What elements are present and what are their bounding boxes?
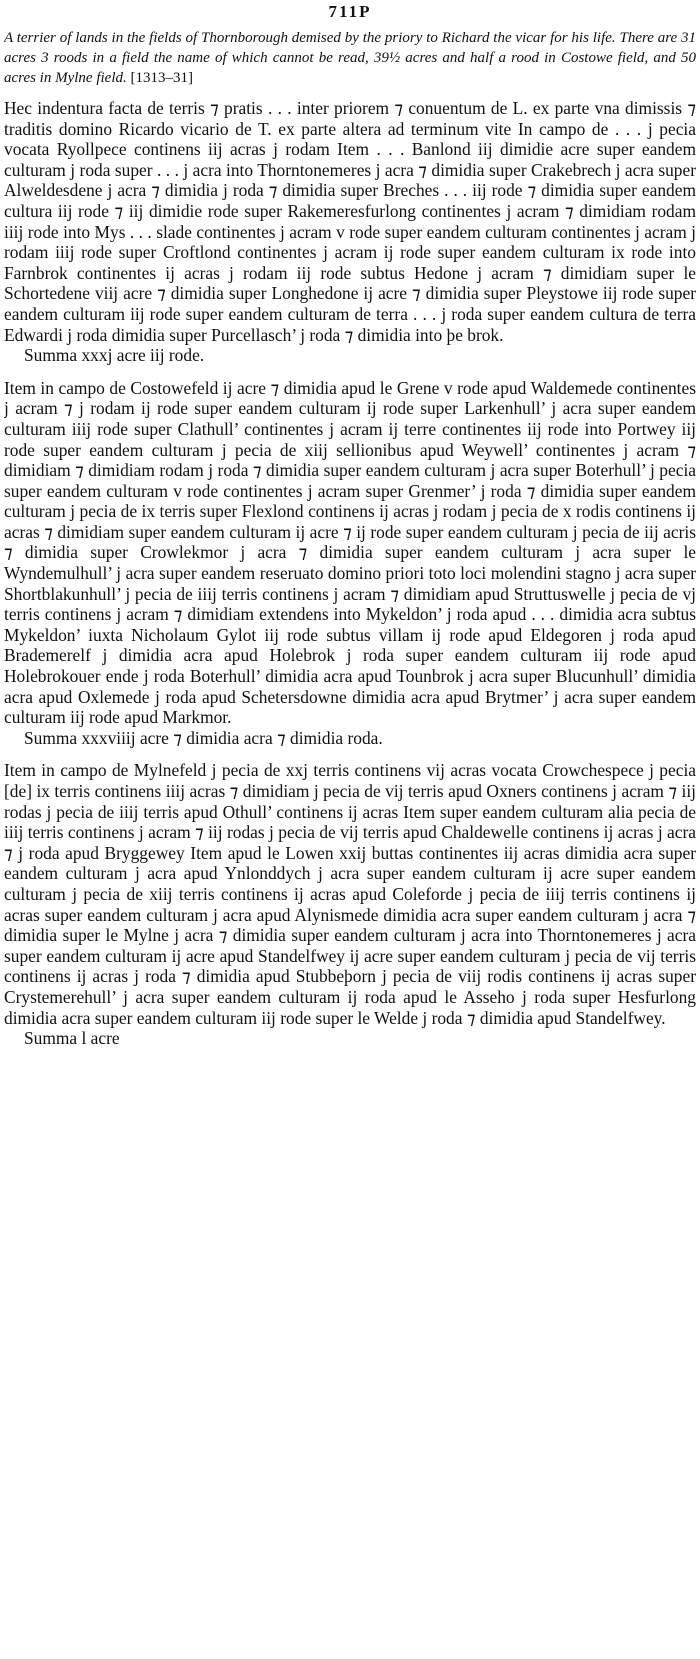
section-summa: Summa l acre [24, 1028, 120, 1049]
section-first-field [4, 98, 696, 366]
summary-date: [1313–31] [130, 70, 193, 86]
page-number: 711P [328, 2, 372, 21]
section-summa: Summa xxxviiij acre ⁊ dimidia acra ⁊ dimidia roda. [24, 727, 383, 748]
summary-text: A terrier of lands in the fields of Thornborough demised by the priory to Richard the vicar for his life. There are 31 acres 3 roods in a field the name of which cannot be read, 39½ acres and half a rood in Costowe field, and 50 acres in Mylne field. [4, 30, 696, 86]
document-page [4, 0, 696, 1659]
section-mylne-field [4, 760, 696, 1048]
section-summa: Summa xxxj acre iij rode. [24, 345, 205, 366]
section-text: Hec indentura facta de terris ⁊ pratis . . . inter priorem ⁊ conuentum de L. ex parte vna dimissis ⁊ traditis domino Ricardo vicario de T. ex parte altera ad terminum vite In campo de . . . j pecia vocata Ryollpece continens iij acras j rodam Item . . . Banlond iij dimidie acre super eandem culturam j roda super . . . j acra into Thorntonemeres j acra ⁊ dimidia super Crakebrech j acra super Alweldesdene j acra ⁊ dimidia j roda ⁊ dimidia super Breches . . . iij rode ⁊ dimidia super eandem cultura iij rode ⁊ iij dimidie rode super Rakemeresfurlong continentes j acram ⁊ dimidiam rodam iiij rode into Mys . . . slade continentes j acram v rode super eandem culturam continentes j acram j rodam iiij rode super Croftlond continentes j acram ij rode super eandem culturam ix rode into Farnbrok continentes ij acras j rodam iij rode subtus Hedone j acram ⁊ dimidiam super le Schortedene viij acre ⁊ dimidia super Longhedone ij acre ⁊ dimidia super Pleystowe iij rode super eandem culturam iij rode super eandem culturam de terra . . . j roda super eandem cultura de terra Edwardi j roda dimidia super Purcellasch’ j roda ⁊ dimidia into þe brok. [4, 98, 696, 345]
section-costowe-field [4, 378, 696, 749]
document-summary [4, 28, 696, 88]
section-text: Item in campo de Mylnefeld j pecia de xxj terris continens vij acras vocata Crowchespece j pecia [de] ix terris continens iiij acras ⁊ dimidiam j pecia de vij terris apud Oxners continens j acram ⁊ iij rodas j pecia de iiij terris apud Othull’ continens ij acras Item super eandem culturam alia pecia de iiij terris continens j acram ⁊ iij rodas j pecia de vij terris apud Chaldewelle continens ij acras j acra ⁊ j roda apud Bryggewey Item apud le Lowen xxij buttas continentes iij acras dimidia acra super eandem culturam j acra apud Ynlonddych j acra super eandem culturam ij acre super eandem culturam j pecia de xiij terris continens ij acras apud Coleforde j pecia de iiij terris continens ij acras super eandem culturam j acra apud Alynismede dimidia acra super eandem culturam j acra ⁊ dimidia super le Mylne j acra ⁊ dimidia super eandem culturam j acra into Thorntonemeres j acra super eandem culturam ij acre apud Standelfwey ij acre super eandem culturam j pecia de vij terris continens ij acras j roda ⁊ dimidia apud Stubbeþorn j pecia de viij rodis continens ij acras super Crystemerehull’ j acra super eandem culturam ij roda apud le Asseho j roda super Hesfurlong dimidia acra super eandem culturam iij rode super le Welde j roda ⁊ dimidia apud Standelfwey. [4, 760, 696, 1028]
section-text: Item in campo de Costowefeld ij acre ⁊ dimidia apud le Grene v rode apud Waldemede continentes j acram ⁊ j rodam ij rode super eandem culturam ij rode super Larkenhull’ j acra super eandem culturam iiij rode super Clathull’ continentes j acram ij terre continentes iij rode into Portwey iij rode super eandem culturam j pecia de xiij sellionibus apud Weywell’ continentes j acram ⁊ dimidiam ⁊ dimidiam rodam j roda ⁊ dimidia super eandem culturam j acra super Boterhull’ j pecia super eandem culturam v rode continentes j acram super Grenmer’ j roda ⁊ dimidia super eandem culturam j pecia de ix terris super Flexlond continens ij acras j rodam j pecia de x rodis continens ij acras ⁊ dimidiam super eandem culturam ij acre ⁊ ij rode super eandem culturam j pecia de iij acris ⁊ dimidia super Crowlekmor j acra ⁊ dimidia super eandem culturam j acra super le Wyndemulhull’ j acra super eandem reseruato domino priori toto loci molendini stagno j acra super Shortblakunhull’ j pecia de iiij terris continens j acram ⁊ dimidiam apud Struttuswelle j pecia de vj terris continens j acram ⁊ dimidiam extendens into Mykeldon’ j roda apud . . . dimidia acra subtus Mykeldon’ iuxta Nicholaum Gylot iij rode subtus villam ij rode apud Eldegoren j roda apud Brademerelf j dimidia acra apud Holebrok j roda super eandem culturam iij rode apud Holebrokouer ende j roda Boterhull’ dimidia acra apud Tounbrok j acra super Blucunhull’ dimidia acra apud Oxlemede j roda apud Schetersdowne dimidia acra apud Brytmer’ j acra super eandem culturam iij rode apud Markmor. [4, 377, 696, 728]
